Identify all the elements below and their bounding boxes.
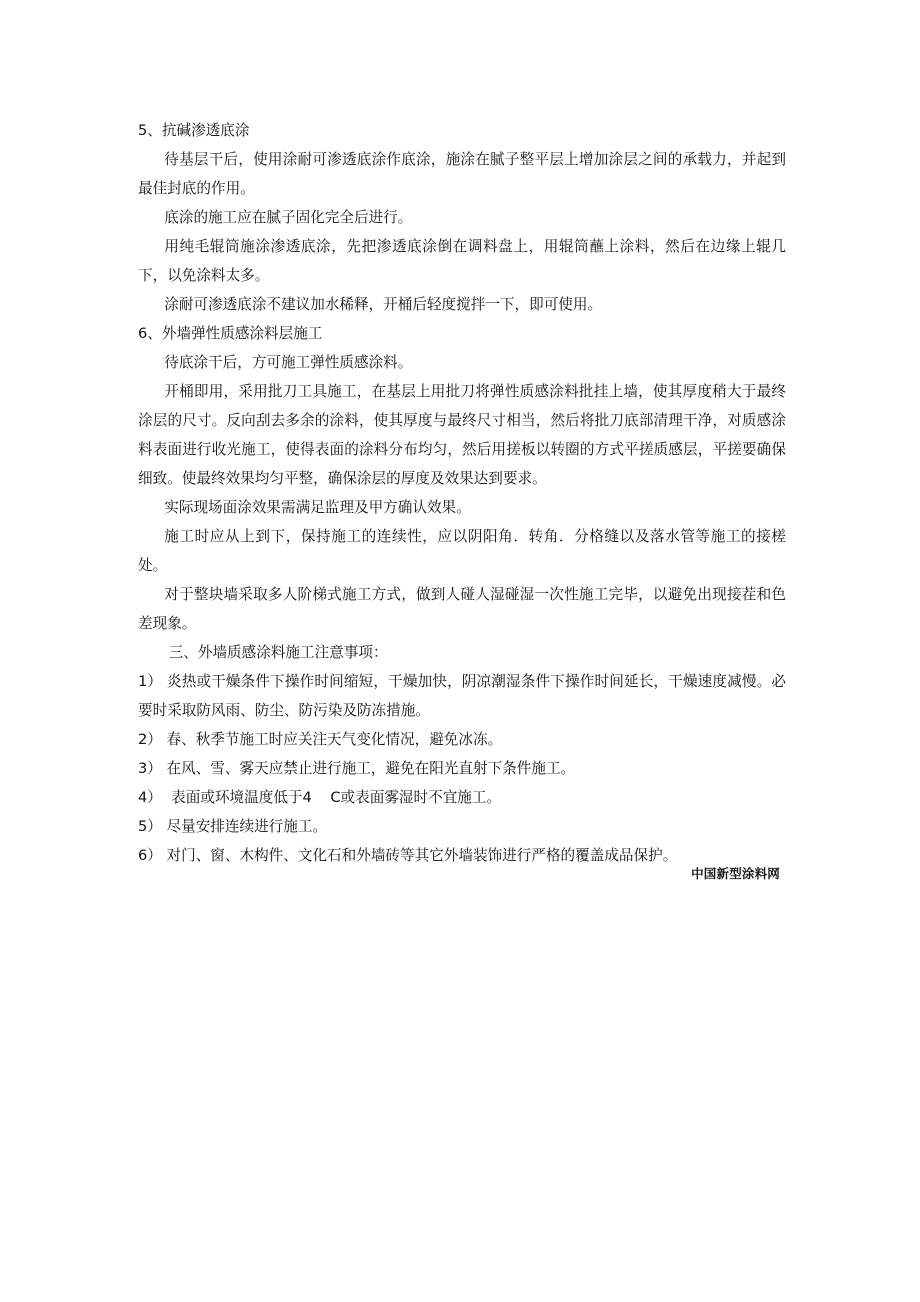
- section-5-paragraph: 用纯毛辊筒施涂渗透底涂，先把渗透底涂倒在调料盘上，用辊筒蘸上涂料，然后在边缘上辊几下，以免涂料太多。: [138, 238, 786, 284]
- footer-source: 中国新型涂料网: [691, 866, 780, 881]
- section-6-paragraph: 开桶即用，采用批刀工具施工，在基层上用批刀将弹性质感涂料批挂上墙，使其厚度稍大于最终涂层的尺寸。反向刮去多余的涂料，使其厚度与最终尺寸相当，然后将批刀底部清理干净，对质感涂料表面进行收光施工，使得表面的涂料分布均匀，然后用搓板以转圈的方式平搓质感层，平搓要确保细致。使最终效果均匀平整，确保涂层的厚度及效果达到要求。: [138, 383, 786, 487]
- precaution-item: 1） 炎热或干燥条件下操作时间缩短，干燥加快，阴凉潮湿条件下操作时间延长，干燥速度减慢。必要时采取防风雨、防尘、防污染及防冻措施。: [138, 673, 786, 719]
- precaution-item: 5） 尽量安排连续进行施工。: [138, 818, 328, 835]
- section-6-heading: 6、外墙弹性质感涂料层施工: [138, 325, 323, 342]
- precaution-item: 4） 表面或环境温度低于4 C或表面雾湿时不宜施工。: [138, 789, 502, 806]
- section-3-heading: 三、外墙质感涂料施工注意事项：: [168, 644, 388, 661]
- precaution-item: 6） 对门、窗、木构件、文化石和外墙砖等其它外墙装饰进行严格的覆盖成品保护。: [138, 847, 678, 864]
- section-6-paragraph: 实际现场面涂效果需满足监理及甲方确认效果。: [164, 499, 471, 516]
- section-6-paragraph: 对于整块墙采取多人阶梯式施工方式，做到人碰人湿碰湿一次性施工完毕，以避免出现接茬和色差现象。: [138, 586, 786, 632]
- section-6-paragraph: 施工时应从上到下，保持施工的连续性，应以阴阳角．转角．分格缝以及落水管等施工的接槎处。: [138, 528, 786, 574]
- section-5-heading: 5、抗碱渗透底涂: [138, 122, 250, 139]
- section-5-paragraph: 底涂的施工应在腻子固化完全后进行。: [164, 209, 413, 226]
- section-5-paragraph: 待基层干后，使用涂耐可渗透底涂作底涂，施涂在腻子整平层上增加涂层之间的承载力，并起到最佳封底的作用。: [138, 151, 786, 197]
- precaution-item: 2） 春、秋季节施工时应关注天气变化情况，避免冰冻。: [138, 731, 503, 748]
- section-6-paragraph: 待底涂干后，方可施工弹性质感涂料。: [164, 354, 413, 371]
- document-body: [138, 116, 786, 870]
- precaution-item: 3） 在风、雪、雾天应禁止进行施工，避免在阳光直射下条件施工。: [138, 760, 576, 777]
- section-5-paragraph: 涂耐可渗透底涂不建议加水稀释，开桶后轻度搅拌一下，即可使用。: [164, 296, 603, 313]
